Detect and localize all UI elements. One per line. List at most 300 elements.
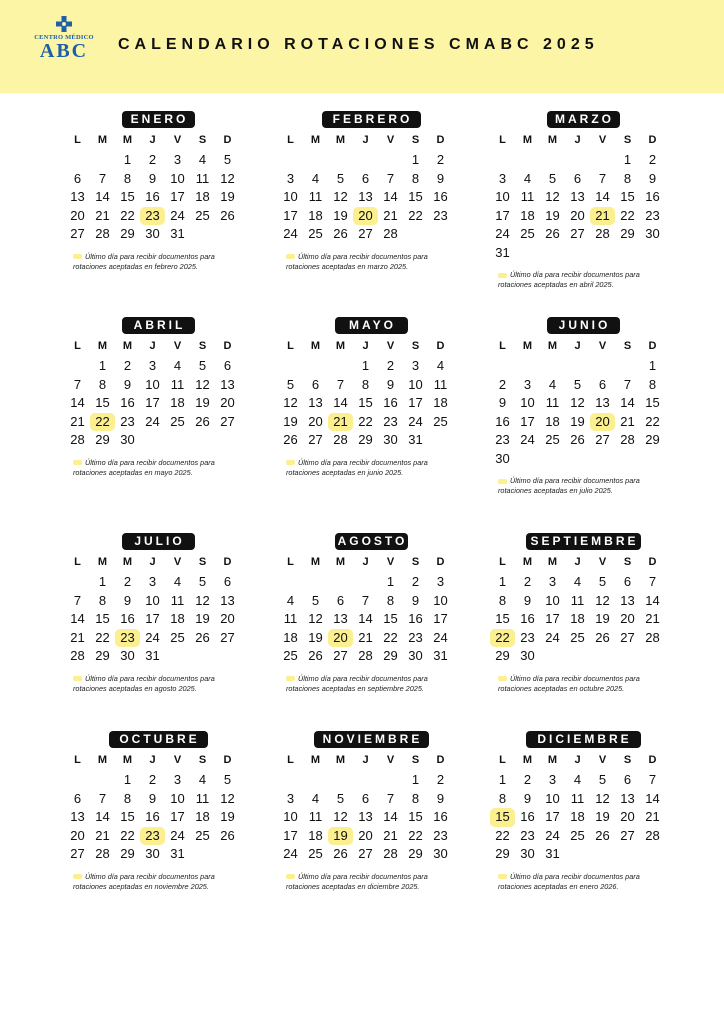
day-cell: 14 — [333, 395, 348, 410]
empty-cell — [303, 771, 328, 790]
day-cell: 20 — [620, 611, 635, 626]
weekday-label: L — [499, 754, 506, 766]
deadline-note-text: Último día para recibir documentos para rotaciones aceptadas en febrero 2025. — [73, 251, 215, 271]
day-cell: 31 — [545, 846, 560, 861]
day-cell: 21 — [70, 629, 85, 645]
month-title: NOVIEMBRE — [314, 731, 429, 748]
deadline-note-text: Último día para recibir documentos para rotaciones aceptadas en noviembre 2025. — [73, 871, 215, 891]
empty-cell — [565, 357, 590, 376]
day-cell: 2 — [386, 358, 395, 373]
day-cell: 12 — [333, 809, 348, 824]
day-cell: 19 — [220, 189, 235, 204]
day-cell: 24 — [170, 827, 185, 843]
day-cell: 6 — [573, 170, 582, 186]
day-cell: 7 — [648, 772, 657, 787]
weekday-label: S — [623, 340, 632, 352]
empty-cell — [378, 151, 403, 170]
month-junio — [490, 317, 676, 496]
day-cell: 13 — [570, 189, 585, 204]
weekday-label: L — [287, 556, 294, 568]
day-cell: 1 — [123, 772, 132, 787]
day-cell: 2 — [648, 152, 657, 167]
day-cell: 7 — [386, 170, 395, 186]
day-cell: 3 — [498, 170, 507, 186]
weekday-label: M — [522, 134, 533, 146]
empty-cell — [515, 151, 540, 170]
empty-cell — [303, 151, 328, 170]
highlight-legend-swatch — [498, 676, 507, 681]
day-cell: 12 — [195, 376, 210, 392]
day-cell: 5 — [573, 376, 582, 392]
month-title: AGOSTO — [335, 533, 408, 550]
empty-cell — [540, 151, 565, 170]
day-cell: 6 — [336, 592, 345, 608]
weekday-header — [278, 131, 464, 149]
day-cell: 4 — [173, 358, 182, 373]
day-cell: 14 — [95, 809, 110, 824]
day-cell: 12 — [333, 189, 348, 204]
day-cell: 24 — [495, 226, 510, 241]
month-title: DICIEMBRE — [526, 731, 641, 748]
day-cell: 13 — [620, 592, 635, 608]
day-cell: 8 — [498, 790, 507, 806]
day-cell: 12 — [570, 395, 585, 410]
day-cell: 17 — [495, 207, 510, 223]
day-cell: 28 — [333, 432, 348, 447]
day-cell: 14 — [645, 790, 660, 806]
day-cell: 2 — [148, 152, 157, 167]
day-cell: 24 — [433, 629, 448, 645]
day-cell: 22 — [120, 207, 135, 223]
deadline-day: 23 — [140, 207, 165, 226]
day-cell: 2 — [123, 358, 132, 373]
medical-cross-icon — [56, 16, 72, 32]
empty-cell — [65, 357, 90, 376]
day-cell: 22 — [95, 629, 110, 645]
day-cell: 9 — [123, 376, 132, 392]
day-cell: 7 — [73, 592, 82, 608]
month-septiembre — [490, 533, 676, 694]
day-cell: 12 — [220, 170, 235, 186]
day-cell: 2 — [523, 574, 532, 589]
day-cell: 15 — [120, 189, 135, 204]
day-cell: 9 — [436, 170, 445, 186]
day-cell: 18 — [195, 809, 210, 824]
day-cell: 16 — [520, 611, 535, 626]
day-cell: 11 — [570, 790, 585, 806]
month-febrero — [278, 111, 464, 272]
day-cell: 24 — [283, 226, 298, 241]
page-title: CALENDARIO ROTACIONES CMABC 2025 — [118, 36, 599, 53]
highlight-legend-swatch — [286, 460, 295, 465]
deadline-day: 22 — [490, 629, 515, 648]
day-cell: 25 — [308, 846, 323, 861]
weekday-label: D — [648, 134, 657, 146]
empty-cell — [565, 151, 590, 170]
empty-cell — [90, 151, 115, 170]
weekday-header — [490, 553, 676, 571]
day-cell: 5 — [198, 358, 207, 373]
weekday-label: S — [198, 754, 207, 766]
day-cell: 20 — [70, 207, 85, 223]
day-cell: 16 — [120, 395, 135, 410]
day-cell: 6 — [223, 358, 232, 373]
deadline-note — [73, 872, 245, 892]
days-grid — [490, 357, 676, 468]
day-cell: 5 — [548, 170, 557, 186]
day-cell: 7 — [361, 592, 370, 608]
day-cell: 4 — [311, 170, 320, 186]
weekday-label: V — [173, 134, 182, 146]
weekday-label: J — [149, 754, 156, 766]
day-cell: 2 — [148, 772, 157, 787]
weekday-header — [490, 751, 676, 769]
empty-cell — [490, 151, 515, 170]
empty-cell — [328, 151, 353, 170]
day-cell: 15 — [95, 611, 110, 626]
day-cell: 1 — [123, 152, 132, 167]
month-title: JULIO — [122, 533, 195, 550]
empty-cell — [353, 151, 378, 170]
day-cell: 29 — [620, 226, 635, 241]
day-cell: 3 — [286, 790, 295, 806]
deadline-note — [73, 252, 245, 272]
weekday-label: M — [547, 754, 558, 766]
day-cell: 3 — [436, 574, 445, 589]
day-cell: 15 — [383, 611, 398, 626]
day-cell: 11 — [308, 189, 323, 204]
weekday-label: M — [522, 556, 533, 568]
day-cell: 13 — [358, 189, 373, 204]
day-cell: 28 — [645, 629, 660, 645]
day-cell: 26 — [195, 413, 210, 429]
day-cell: 10 — [520, 395, 535, 410]
day-cell: 7 — [386, 790, 395, 806]
day-cell: 12 — [195, 592, 210, 608]
deadline-note-text: Último día para recibir documentos para rotaciones aceptadas en junio 2025. — [286, 457, 428, 477]
day-cell: 6 — [361, 790, 370, 806]
weekday-header — [490, 337, 676, 355]
day-cell: 16 — [145, 189, 160, 204]
day-cell: 1 — [623, 152, 632, 167]
day-cell: 26 — [595, 827, 610, 843]
day-cell: 15 — [620, 189, 635, 204]
day-cell: 15 — [95, 395, 110, 410]
day-cell: 31 — [170, 846, 185, 861]
deadline-note-text: Último día para recibir documentos para rotaciones aceptadas en julio 2025. — [498, 476, 640, 495]
day-cell: 22 — [645, 413, 660, 429]
day-cell: 9 — [498, 395, 507, 410]
weekday-label: M — [547, 556, 558, 568]
day-cell: 28 — [383, 846, 398, 861]
weekday-label: S — [198, 556, 207, 568]
deadline-note-text: Último día para recibir documentos para rotaciones aceptadas en agosto 2025. — [73, 673, 215, 693]
day-cell: 26 — [195, 629, 210, 645]
day-cell: 2 — [436, 152, 445, 167]
day-cell: 27 — [358, 846, 373, 861]
empty-cell — [615, 357, 640, 376]
day-cell: 28 — [70, 648, 85, 663]
weekday-header — [278, 337, 464, 355]
weekday-label: J — [362, 134, 369, 146]
day-cell: 29 — [120, 846, 135, 861]
day-cell: 18 — [170, 395, 185, 410]
day-cell: 20 — [220, 611, 235, 626]
empty-cell — [65, 151, 90, 170]
day-cell: 4 — [523, 170, 532, 186]
deadline-day: 23 — [140, 827, 165, 846]
day-cell: 21 — [95, 207, 110, 223]
weekday-label: J — [362, 340, 369, 352]
weekday-label: M — [310, 556, 321, 568]
deadline-note-text: Último día para recibir documentos para rotaciones aceptadas en octubre 2025. — [498, 673, 640, 693]
empty-cell — [353, 573, 378, 592]
day-cell: 30 — [520, 648, 535, 663]
empty-cell — [490, 357, 515, 376]
weekday-label: D — [223, 556, 232, 568]
day-cell: 17 — [545, 809, 560, 824]
highlight-legend-swatch — [498, 273, 507, 278]
empty-cell — [65, 573, 90, 592]
header-banner — [0, 0, 724, 93]
month-octubre — [65, 731, 251, 892]
day-cell: 5 — [223, 772, 232, 787]
weekday-label: J — [362, 556, 369, 568]
day-cell: 5 — [198, 574, 207, 589]
day-cell: 11 — [195, 170, 210, 186]
weekday-label: M — [122, 340, 133, 352]
day-cell: 26 — [595, 629, 610, 645]
day-cell: 27 — [595, 432, 610, 447]
day-cell: 26 — [570, 432, 585, 447]
month-noviembre — [278, 731, 464, 892]
day-cell: 26 — [283, 432, 298, 447]
day-cell: 13 — [595, 395, 610, 410]
day-cell: 22 — [120, 827, 135, 843]
day-cell: 4 — [548, 376, 557, 392]
day-cell: 10 — [495, 189, 510, 204]
deadline-note-text: Último día para recibir documentos para rotaciones aceptadas en septiembre 2025. — [286, 673, 428, 693]
weekday-label: S — [623, 754, 632, 766]
day-cell: 17 — [145, 611, 160, 626]
day-cell: 8 — [386, 592, 395, 608]
day-cell: 20 — [70, 827, 85, 843]
day-cell: 13 — [70, 189, 85, 204]
day-cell: 24 — [145, 629, 160, 645]
weekday-label: D — [648, 556, 657, 568]
weekday-label: L — [287, 340, 294, 352]
weekday-label: J — [574, 134, 581, 146]
day-cell: 10 — [283, 809, 298, 824]
weekday-header — [490, 131, 676, 149]
day-cell: 4 — [573, 772, 582, 787]
day-cell: 26 — [220, 207, 235, 223]
weekday-label: L — [74, 340, 81, 352]
day-cell: 17 — [520, 413, 535, 429]
day-cell: 14 — [95, 189, 110, 204]
days-grid — [278, 771, 464, 864]
day-cell: 18 — [545, 413, 560, 429]
day-cell: 3 — [148, 574, 157, 589]
highlight-legend-swatch — [73, 460, 82, 465]
day-cell: 15 — [645, 395, 660, 410]
day-cell: 19 — [570, 413, 585, 429]
day-cell: 20 — [570, 207, 585, 223]
weekday-header — [65, 131, 251, 149]
day-cell: 14 — [70, 395, 85, 410]
day-cell: 7 — [648, 574, 657, 589]
day-cell: 18 — [308, 827, 323, 843]
day-cell: 26 — [333, 846, 348, 861]
day-cell: 19 — [595, 611, 610, 626]
deadline-day: 19 — [328, 827, 353, 846]
day-cell: 23 — [383, 413, 398, 429]
weekday-label: M — [335, 134, 346, 146]
deadline-note-text: Último día para recibir documentos para rotaciones aceptadas en marzo 2025. — [286, 251, 428, 271]
deadline-note — [286, 458, 458, 478]
day-cell: 20 — [220, 395, 235, 410]
highlight-legend-swatch — [498, 479, 507, 484]
day-cell: 15 — [120, 809, 135, 824]
day-cell: 28 — [620, 432, 635, 447]
day-cell: 23 — [433, 827, 448, 843]
empty-cell — [65, 771, 90, 790]
weekday-label: V — [386, 556, 395, 568]
day-cell: 27 — [620, 827, 635, 843]
day-cell: 17 — [283, 827, 298, 843]
day-cell: 2 — [523, 772, 532, 787]
deadline-day: 21 — [590, 207, 615, 226]
empty-cell — [515, 357, 540, 376]
deadline-note-text: Último día para recibir documentos para rotaciones aceptadas en enero 2026. — [498, 871, 640, 891]
weekday-label: S — [623, 556, 632, 568]
weekday-label: J — [574, 556, 581, 568]
day-cell: 29 — [358, 432, 373, 447]
day-cell: 25 — [195, 827, 210, 843]
day-cell: 4 — [286, 592, 295, 608]
day-cell: 24 — [545, 629, 560, 645]
day-cell: 13 — [308, 395, 323, 410]
day-cell: 20 — [358, 827, 373, 843]
day-cell: 29 — [408, 846, 423, 861]
weekday-label: D — [436, 134, 445, 146]
day-cell: 14 — [358, 611, 373, 626]
deadline-note-text: Último día para recibir documentos para rotaciones aceptadas en diciembre 2025. — [286, 871, 428, 891]
day-cell: 27 — [620, 629, 635, 645]
weekday-label: J — [362, 754, 369, 766]
deadline-day: 20 — [353, 207, 378, 226]
day-cell: 10 — [145, 376, 160, 392]
day-cell: 25 — [570, 629, 585, 645]
day-cell: 9 — [523, 790, 532, 806]
day-cell: 17 — [145, 395, 160, 410]
day-cell: 2 — [436, 772, 445, 787]
weekday-label: M — [122, 754, 133, 766]
empty-cell — [328, 771, 353, 790]
day-cell: 18 — [308, 207, 323, 223]
day-cell: 14 — [383, 809, 398, 824]
day-cell: 3 — [173, 152, 182, 167]
day-cell: 1 — [361, 358, 370, 373]
day-cell: 17 — [408, 395, 423, 410]
weekday-label: M — [522, 754, 533, 766]
day-cell: 21 — [95, 827, 110, 843]
day-cell: 25 — [170, 629, 185, 645]
day-cell: 6 — [598, 376, 607, 392]
day-cell: 28 — [595, 226, 610, 241]
month-title: OCTUBRE — [109, 731, 208, 748]
day-cell: 5 — [336, 170, 345, 186]
weekday-label: V — [386, 134, 395, 146]
day-cell: 5 — [223, 152, 232, 167]
days-grid — [65, 771, 251, 864]
day-cell: 16 — [383, 395, 398, 410]
day-cell: 3 — [523, 376, 532, 392]
weekday-label: S — [198, 340, 207, 352]
day-cell: 9 — [148, 790, 157, 806]
day-cell: 30 — [408, 648, 423, 663]
day-cell: 6 — [311, 376, 320, 392]
weekday-label: V — [386, 340, 395, 352]
deadline-day: 15 — [490, 808, 515, 827]
day-cell: 31 — [495, 244, 510, 260]
deadline-day: 23 — [115, 629, 140, 648]
weekday-label: J — [574, 340, 581, 352]
weekday-label: D — [648, 340, 657, 352]
day-cell: 29 — [120, 226, 135, 241]
day-cell: 5 — [336, 790, 345, 806]
weekday-label: V — [173, 340, 182, 352]
day-cell: 6 — [623, 772, 632, 787]
day-cell: 3 — [173, 772, 182, 787]
day-cell: 11 — [520, 189, 535, 204]
weekday-header — [65, 337, 251, 355]
day-cell: 15 — [408, 189, 423, 204]
empty-cell — [328, 357, 353, 376]
highlight-legend-swatch — [286, 676, 295, 681]
day-cell: 30 — [433, 846, 448, 861]
day-cell: 31 — [408, 432, 423, 447]
weekday-label: V — [598, 556, 607, 568]
day-cell: 8 — [411, 170, 420, 186]
weekday-label: J — [149, 340, 156, 352]
day-cell: 16 — [495, 413, 510, 429]
day-cell: 8 — [361, 376, 370, 392]
day-cell: 1 — [498, 772, 507, 787]
day-cell: 25 — [283, 648, 298, 663]
day-cell: 5 — [598, 772, 607, 787]
deadline-note — [498, 476, 670, 496]
day-cell: 8 — [123, 790, 132, 806]
day-cell: 25 — [433, 413, 448, 429]
day-cell: 3 — [411, 358, 420, 373]
month-title: SEPTIEMBRE — [526, 533, 641, 550]
day-cell: 12 — [308, 611, 323, 626]
day-cell: 2 — [411, 574, 420, 589]
highlight-legend-swatch — [73, 676, 82, 681]
weekday-label: M — [97, 340, 108, 352]
day-cell: 11 — [170, 592, 185, 608]
day-cell: 11 — [570, 592, 585, 608]
day-cell: 26 — [333, 226, 348, 241]
day-cell: 13 — [220, 376, 235, 392]
month-title: FEBRERO — [322, 111, 421, 128]
day-cell: 20 — [308, 413, 323, 429]
day-cell: 16 — [645, 189, 660, 204]
day-cell: 22 — [495, 827, 510, 843]
day-cell: 13 — [70, 809, 85, 824]
month-title: ENERO — [122, 111, 195, 128]
